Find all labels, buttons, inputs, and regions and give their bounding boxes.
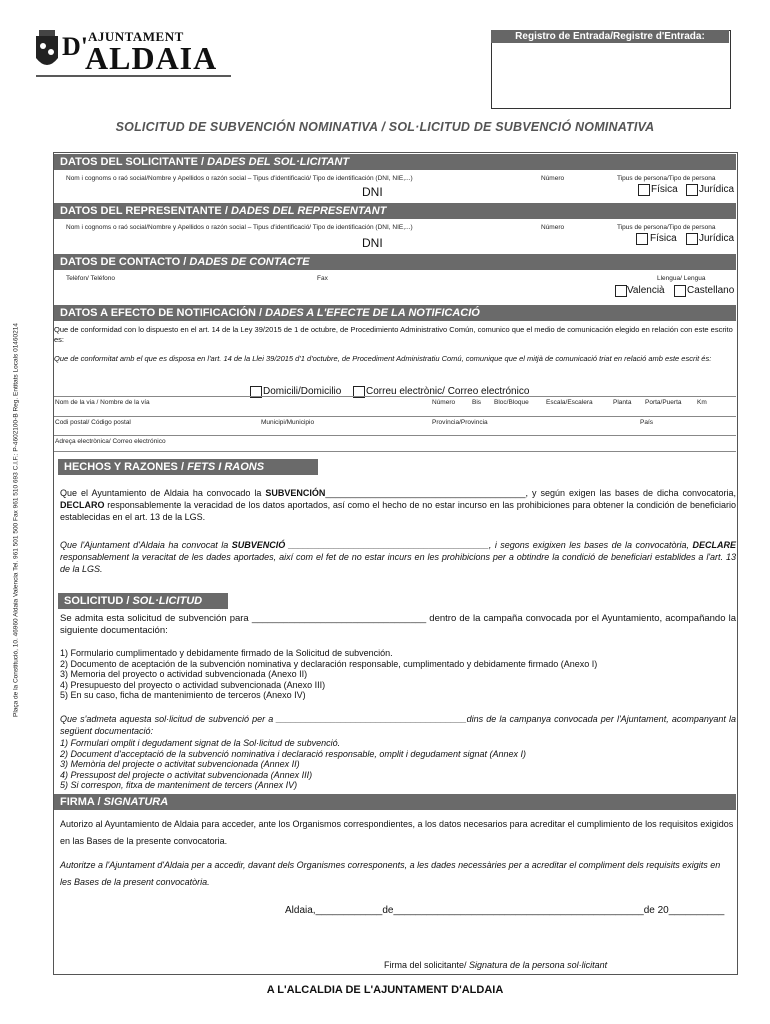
bloc-label[interactable]: Bloc/Bloque xyxy=(494,399,529,406)
nom-label-rep: Nom i cognoms o raó social/Nombre y Apellidos o razón social – Tipus d'identificació/ Tipo de identificación (DNI, NIE,...) xyxy=(66,224,413,231)
divider xyxy=(54,416,736,417)
list-item: 5) En su caso, ficha de mantenimiento de terceros (Anexo IV) xyxy=(60,690,306,700)
page-title: SOLICITUD DE SUBVENCIÓN NOMINATIVA / SOL·LICITUD DE SUBVENCIÓ NOMINATIVA xyxy=(115,120,655,134)
side-address: Plaça de la Constitució, 10. 46960 Aldaia Valencia Tel. 961 501 500 Fax 961 510 693 C.I.F.: P-4602100-B Reg. Entitats Locals 01460214 xyxy=(12,322,20,718)
section-title-va: DADES DEL SOL·LICITANT xyxy=(207,156,350,168)
section-representante xyxy=(54,203,736,219)
juridica-label-rep: Jurídica xyxy=(699,233,735,244)
section-title-es: DATOS DEL REPRESENTANTE / xyxy=(60,205,228,217)
planta-label[interactable]: Planta xyxy=(613,399,632,406)
section-title-es: HECHOS Y RAZONES / xyxy=(64,461,185,473)
firma-solicitante: Firma del solicitante/ Signatura de la persona sol·licitant xyxy=(384,960,608,970)
fax-label: Fax xyxy=(317,275,328,282)
valencia-checkbox[interactable] xyxy=(615,285,627,297)
notif-text-es: Que de conformidad con lo dispuesto en el art. 14 de la Ley 39/2015 de 1 de octubre, de Procedimiento Administrativo Común, comunico que el medio de comunicación elegido en relación con este escrito es: xyxy=(54,325,733,344)
telefon-label: Telèfon/ Teléfono xyxy=(66,275,116,282)
section-title-va: FETS I RAONS xyxy=(187,461,265,473)
juridica-checkbox-rep[interactable] xyxy=(686,233,698,245)
llengua-label: Llengua/ Lengua xyxy=(657,275,706,282)
castellano-label: Castellano xyxy=(687,285,735,296)
section-title-va: DADES DEL REPRESENTANT xyxy=(230,205,387,217)
section-title-va: SIGNATURA xyxy=(103,796,169,808)
valencia-label: Valencià xyxy=(627,285,665,296)
section-solicitud xyxy=(58,593,228,609)
section-title-va: SOL·LICITUD xyxy=(132,595,203,607)
correu-label: Correu electrònic/ Correo electrónico xyxy=(366,386,530,397)
firma-text-va: Autoritze a l'Ajuntament d'Aldaia per a accedir, davant dels Organismes corresponents, a les dades necessàries per a acreditar el compliment dels requisits exigits en les Bases de la present convocatòria. xyxy=(60,860,721,887)
fecha-line[interactable]: Aldaia,____________de_____________________________________________de 20__________ xyxy=(285,905,725,916)
section-title-es: DATOS DEL SOLICITANTE / xyxy=(60,156,205,168)
numero-label-rep: Número xyxy=(541,224,565,231)
notif-text-va: Que de conformitat amb el que es disposa en l'art. 14 de la Llei 39/2015 d'1 d'octubre, de Procediment Administratiu Comú, comunique que el mitjà de comunicació triat en relació amb este escrit és: xyxy=(54,354,712,363)
divider xyxy=(54,435,736,436)
list-item: 1) Formulari omplit i degudament signat de la Sol·licitud de subvenció. xyxy=(60,738,341,748)
section-solicitante xyxy=(54,154,736,170)
section-notificacion xyxy=(54,305,736,321)
solicitud-list-va xyxy=(60,738,526,791)
list-item: 3) Memòria del projecte o activitat subvencionada (Annex II) xyxy=(60,759,300,769)
logo-prefix: D' xyxy=(62,32,88,61)
section-firma xyxy=(54,794,736,810)
juridica-label: Jurídica xyxy=(699,184,735,195)
list-item: 4) Presupuesto del proyecto o actividad subvencionada (Anexo III) xyxy=(60,679,326,690)
hechos-text-va: Que l'Ajuntament d'Aldaia ha convocat la SUBVENCIÓ ________________________________________, i segons exigixen les bases de la convocatòria, DECLARE responsablement la veracitat de les dades aportades, així com el fet de no estar incurs en les prohibicions per a obtindre la condició de beneficiari establides a l'art. 13 de la LGS. xyxy=(60,540,736,574)
fisica-checkbox-rep[interactable] xyxy=(636,233,648,245)
domicili-label: Domicili/Domicilio xyxy=(263,386,342,397)
castellano-checkbox[interactable] xyxy=(674,285,686,297)
section-title-va: DADES DE CONTACTE xyxy=(189,256,310,268)
ajuntament-logo xyxy=(33,28,233,78)
tipus-persona-label-rep: Tipus de persona/Tipo de persona xyxy=(617,224,716,231)
fisica-label-rep: Física xyxy=(650,233,677,244)
footer-alcaldia: A L'ALCALDIA DE L'AJUNTAMENT D'ALDAIA xyxy=(266,984,504,996)
porta-label[interactable]: Porta/Puerta xyxy=(645,399,682,406)
section-title-va: DADES A L'EFECTE DE LA NOTIFICACIÓ xyxy=(265,307,480,319)
dni-label-rep: DNI xyxy=(362,236,383,250)
fisica-checkbox[interactable] xyxy=(638,184,650,196)
solicitud-intro-va: Que s'admeta aquesta sol·licitud de subvenció per a ______________________________________dins de la campanya convocada per l'Ajuntament, acompanyant la següent documentació: xyxy=(60,714,736,736)
firma-text-es: Autorizo al Ayuntamiento de Aldaia para acceder, ante los Organismos correspondientes, a los datos necesarios para acreditar el cumplimiento de los requisitos exigidos en las Bases de la presente convocatoria. xyxy=(60,819,734,846)
pais-label[interactable]: País xyxy=(640,419,654,426)
list-item: 2) Document d'acceptació de la subvenció nominativa i declaració responsable, omplit i degudament signat (Annex I) xyxy=(60,748,526,759)
registro-title: Registro de Entrada/Registre d'Entrada: xyxy=(491,30,729,43)
adreca-label[interactable]: Adreça electrònica/ Correo electrónico xyxy=(55,438,166,445)
num-label[interactable]: Número xyxy=(432,399,456,406)
provincia-label[interactable]: Província/Provincia xyxy=(432,419,488,426)
logo-top: AJUNTAMENT xyxy=(88,29,184,44)
logo-name: ALDAIA xyxy=(85,40,218,76)
section-title-es: SOLICITUD / xyxy=(64,595,130,607)
list-item: 5) Si correspon, fitxa de manteniment de tercers (Annex IV) xyxy=(60,780,298,790)
km-label[interactable]: Km xyxy=(697,399,707,406)
section-title-es: DATOS A EFECTO DE NOTIFICACIÓN / xyxy=(60,307,263,319)
dni-label: DNI xyxy=(362,185,383,199)
fisica-label: Física xyxy=(651,184,678,195)
municipi-label[interactable]: Municipi/Municipio xyxy=(261,419,315,426)
section-hechos xyxy=(58,459,318,475)
list-item: 4) Pressupost del projecte o activitat subvencionada (Annex III) xyxy=(60,769,313,780)
escala-label[interactable]: Escala/Escalera xyxy=(546,399,593,406)
section-title-es: DATOS DE CONTACTO / xyxy=(60,256,187,268)
list-item: 2) Documento de aceptación de la subvención nominativa y declaración responsable, cumplimentado y debidamente firmado (Anexo I) xyxy=(60,658,598,669)
section-title-es: FIRMA / xyxy=(60,796,101,808)
numero-label: Número xyxy=(541,175,565,182)
list-item: 1) Formulario cumplimentado y debidamente firmado de la Solicitud de subvención. xyxy=(60,648,393,658)
list-item: 3) Memoria del proyecto o actividad subvencionada (Anexo II) xyxy=(60,669,308,679)
hechos-text-es: Que el Ayuntamiento de Aldaia ha convocado la SUBVENCIÓN________________________________________, y según exigen las bases de dicha convocatoria, DECLARO responsablemente la veracidad de los datos aportados, así como el hecho de no estar incurso en las prohibiciones para obtener la condición de beneficiario establecidas en el art. 13 de la LGS. xyxy=(60,488,736,522)
solicitud-intro-es: Se admita esta solicitud de subvención para _________________________________ dentro de la campaña convocada por el Ayuntamiento, acompañando la siguiente documentación: xyxy=(60,613,736,636)
juridica-checkbox[interactable] xyxy=(686,184,698,196)
divider xyxy=(54,396,736,397)
bis-label[interactable]: Bis xyxy=(472,399,482,406)
tipus-persona-label: Tipus de persona/Tipo de persona xyxy=(617,175,716,182)
nom-label: Nom i cognoms o raó social/Nombre y Apellidos o razón social – Tipus d'identificació/ Tipo de identificación (DNI, NIE,...) xyxy=(66,175,413,182)
via-label[interactable]: Nom de la via / Nombre de la vía xyxy=(55,399,150,406)
section-contacto xyxy=(54,254,736,270)
solicitud-list-es xyxy=(60,648,597,701)
codi-postal-label[interactable]: Codi postal/ Código postal xyxy=(55,419,131,426)
divider xyxy=(54,451,736,452)
